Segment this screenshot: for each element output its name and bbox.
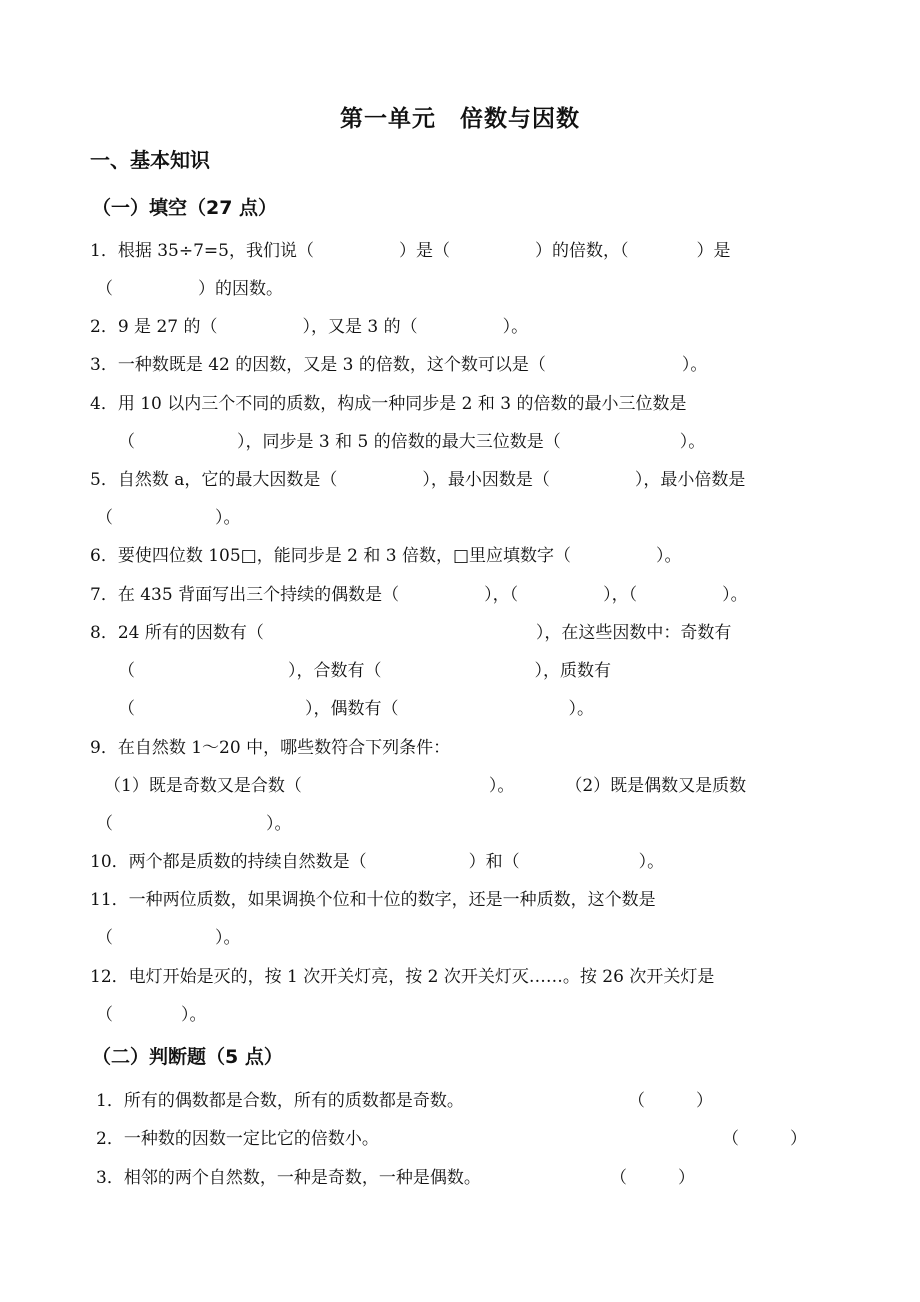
judgement-3-answer-paren: （ ）	[610, 1168, 695, 1188]
question-11-line-2: （ ）。	[96, 928, 241, 948]
question-9-part-2-answer: （ ）。	[96, 814, 292, 834]
question-7: 7．在 435 背面写出三个持续的偶数是（ ），（ ），（ ）。	[90, 585, 748, 605]
question-9: 9．在自然数 1～20 中，哪些数符合下列条件：	[90, 738, 451, 758]
part-heading-fill-blank: （一）填空（27 点）	[92, 197, 278, 219]
judgement-1-answer-paren: （ ）	[628, 1091, 713, 1111]
question-4-line-2: （ ），同步是 3 和 5 的倍数的最大三位数是（ ）。	[118, 432, 706, 452]
question-4-line-1: 4．用 10 以内三个不同的质数，构成一种同步是 2 和 3 的倍数的最小三位数是	[90, 394, 687, 414]
question-8-line-3: （ ），偶数有（ ）。	[118, 699, 594, 719]
part-heading-judgement: （二）判断题（5 点）	[92, 1046, 283, 1068]
question-1-line-1: 1．根据 35÷7=5，我们说（ ）是（ ）的倍数，（ ）是	[90, 241, 731, 261]
question-3: 3．一种数既是 42 的因数，又是 3 的倍数，这个数可以是（ ）。	[90, 355, 708, 375]
question-8-line-1: 8．24 所有的因数有（ ），在这些因数中：奇数有	[90, 623, 732, 643]
judgement-3: 3．相邻的两个自然数，一种是奇数，一种是偶数。	[96, 1168, 481, 1188]
question-6: 6．要使四位数 105□，能同步是 2 和 3 倍数，□里应填数字（ ）。	[90, 546, 682, 566]
page-title: 第一单元 倍数与因数	[340, 106, 580, 132]
question-1-line-2: （ ）的因数。	[96, 279, 283, 299]
judgement-2-answer-paren: （ ）	[722, 1129, 807, 1149]
section-heading: 一、基本知识	[90, 148, 210, 172]
question-5-line-2: （ ）。	[96, 508, 241, 528]
judgement-2: 2．一种数的因数一定比它的倍数小。	[96, 1129, 379, 1149]
question-8-line-2: （ ），合数有（ ），质数有	[118, 661, 611, 681]
judgement-1: 1．所有的偶数都是合数，所有的质数都是奇数。	[96, 1091, 464, 1111]
question-12-line-1: 12．电灯开始是灭的，按 1 次开关灯亮，按 2 次开关灯灭……。按 26 次开关灯是	[90, 967, 715, 987]
question-9-part-1: （1）既是奇数又是合数（ ）。 （2）既是偶数又是质数	[104, 776, 747, 796]
question-5-line-1: 5．自然数 a，它的最大因数是（ ），最小因数是（ ），最小倍数是	[90, 470, 746, 490]
question-12-line-2: （ ）。	[96, 1005, 207, 1025]
question-2: 2．9 是 27 的（ ），又是 3 的（ ）。	[90, 317, 529, 337]
question-10: 10．两个都是质数的持续自然数是（ ）和（ ）。	[90, 852, 665, 872]
question-11-line-1: 11．一种两位质数，如果调换个位和十位的数字，还是一种质数，这个数是	[90, 890, 656, 910]
